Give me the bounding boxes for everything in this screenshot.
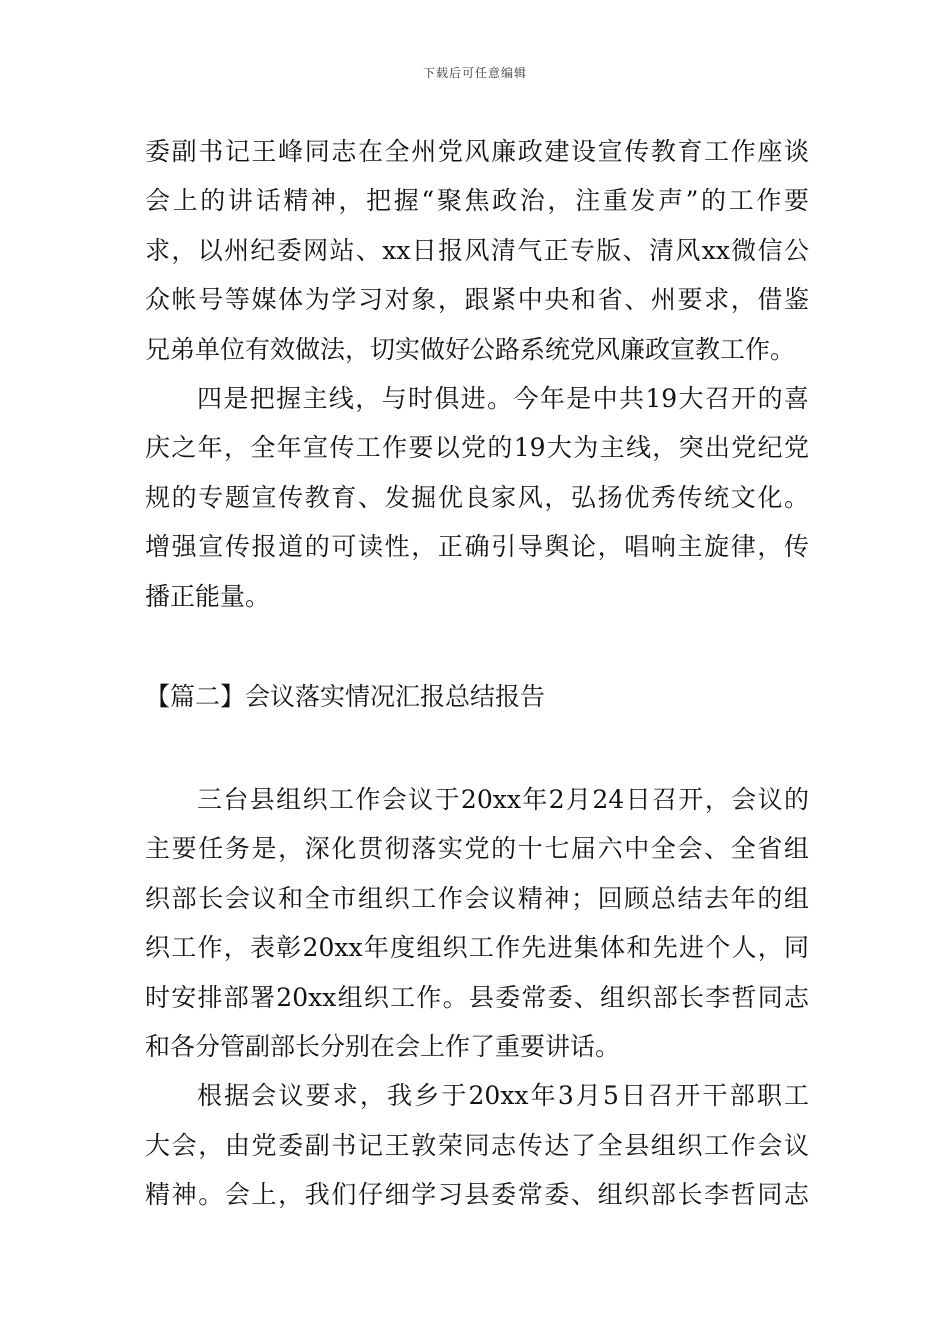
- section-one: [145, 127, 809, 621]
- paragraph-line: 精神。会上，我们仔细学习县委常委、组织部长李哲同志: [145, 1180, 809, 1210]
- paragraph-line: 增强宣传报道的可读性，正确引导舆论，唱响主旋律，传: [145, 532, 809, 562]
- paragraph-line: 播正能量。: [145, 581, 271, 611]
- paragraph-line: 三台县组织工作会议于20xx年2月24日召开，会议的: [197, 785, 809, 814]
- paragraph-line: 兄弟单位有效做法，切实做好公路系统党风廉政宣教工作。: [145, 334, 796, 364]
- paragraph-line: 四是把握主线，与时俱进。今年是中共19大召开的喜: [197, 383, 809, 413]
- paragraph-line: 大会，由党委副书记王敦荣同志传达了全县组织工作会议: [145, 1130, 809, 1160]
- paragraph-line: 委副书记王峰同志在全州党风廉政建设宣传教育工作座谈: [145, 137, 809, 166]
- paragraph-line: 众帐号等媒体为学习对象，跟紧中央和省、州要求，借鉴: [145, 285, 809, 315]
- paragraph-line: 主要任务是，深化贯彻落实党的十七届六中全会、全省组: [145, 834, 809, 864]
- paragraph-line: 织部长会议和全市组织工作会议精神；回顾总结去年的组: [145, 883, 809, 913]
- paragraph-line: 庆之年，全年宣传工作要以党的19大为主线，突出党纪党: [145, 433, 809, 463]
- paragraph-line: 时安排部署20xx组织工作。县委常委、组织部长李哲同志: [145, 982, 809, 1012]
- paragraph-line: 求，以州纪委网站、xx日报风清气正专版、清风xx微信公: [145, 235, 809, 265]
- section-two: [145, 775, 809, 1220]
- section-heading: 【篇二】会议落实情况汇报总结报告: [145, 682, 546, 711]
- paragraph-line: 规的专题宣传教育、发掘优良家风，弘扬优秀传统文化。: [145, 482, 809, 512]
- paragraph-line: 会上的讲话精神，把握“聚焦政治，注重发声”的工作要: [145, 186, 809, 216]
- paragraph-line: 和各分管副部长分别在会上作了重要讲话。: [145, 1031, 621, 1061]
- paragraph-line: 根据会议要求，我乡于20xx年3月5日召开干部职工: [197, 1081, 809, 1111]
- paragraph-line: 织工作，表彰20xx年度组织工作先进集体和先进个人，同: [145, 933, 809, 963]
- page-header: 下载后可任意编辑: [422, 66, 527, 80]
